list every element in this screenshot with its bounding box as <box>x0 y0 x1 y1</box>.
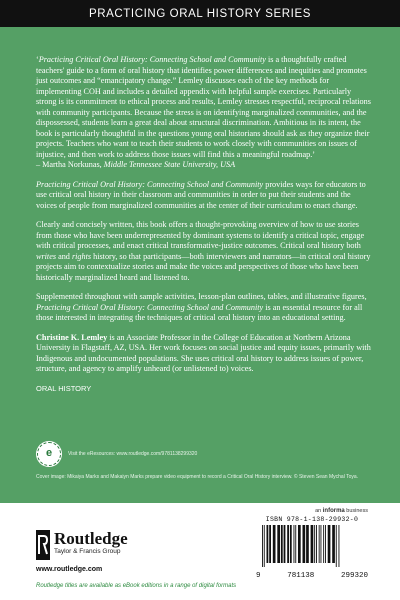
attribution-name: – Martha Norkunas, <box>36 160 104 169</box>
eresources-link-text[interactable]: Visit the eResources: www.routledge.com/9781138299320 <box>68 451 198 457</box>
series-title: PRACTICING ORAL HISTORY SERIES <box>88 7 312 20</box>
desc2-and: and <box>56 251 72 261</box>
routledge-logo <box>36 530 128 560</box>
eresources-badge-letter: e <box>45 447 53 459</box>
barcode-bar <box>303 525 306 563</box>
informa-suffix: business <box>344 508 368 514</box>
barcode-group-1: 781138 <box>287 572 315 580</box>
author-bio <box>36 333 371 375</box>
barcode-bar <box>262 525 263 567</box>
ebook-note: Routledge titles are available as eBook editions in a range of digital formats <box>36 583 237 589</box>
barcode-bar <box>290 525 292 563</box>
barcode-icon <box>254 523 370 567</box>
informa-prefix: an <box>315 508 323 514</box>
quote-body: is a thoughtfully crafted teachers' guide to a form of oral history that identifies power differences and inequities and promotes just outcomes and “emancipatory change.” Lemley discusses each of the key methods for implementing COH and includes a detailed appendix with helpful sample exercises. Particularly strong is its commitment to ethical process and results, Lemley stresses respectful, reciprocal relations with community participants. Because the stress is on identifying marginalized communities, and the dispossessed, students learn a great deal about structural discrimination. Ambitious in its intent, the book is particularly thoughtful in the questions young oral historians should ask as they organize their projects. Teachers who want to teach their students to work closely with communities on issues of injustice, and then work to address those issues will find this a meaningful roadmap.’ <box>36 55 371 159</box>
publisher-website[interactable]: www.routledge.com <box>36 566 103 573</box>
barcode-bar <box>325 525 326 563</box>
author-bio-text: is an Associate Professor in the College of Education at Northern Arizona University in Flagstaff, AZ, USA. Her work focuses on social justice and equity issues, primarily with Indigenous and undocumented populations. She uses critical oral history to address issues of power, structure, and agency to amplify unheard (or unlistened to) voices. <box>36 332 371 373</box>
barcode-bar <box>328 525 331 563</box>
description-paragraph-2 <box>36 220 371 283</box>
barcode-bar <box>267 525 269 563</box>
barcode-bar <box>332 525 335 563</box>
cover-image-credit: Cover image: Mikaiya Marks and Makaiyn Marks prepare video equipment to record a Critical Oral History interview. © Steven Sean Mychal Toya. <box>36 474 359 480</box>
barcode-bar <box>314 525 315 563</box>
description-paragraph-3 <box>36 292 371 324</box>
quote-book-title: Practicing Critical Oral History: Connecting School and Community <box>38 55 266 64</box>
barcode-bar <box>295 525 296 563</box>
barcode-bar <box>277 525 280 563</box>
barcode-bar <box>287 525 289 563</box>
isbn-barcode <box>254 516 370 582</box>
barcode-bar <box>281 525 283 563</box>
barcode-bar <box>306 525 309 563</box>
desc1-body: provides ways for educators to use critical oral history in their classroom and communities in order to put their students and the voices of people from marginalized communities at the center of their curriculum to enact change. <box>36 179 366 210</box>
subject-category: ORAL HISTORY <box>36 383 92 393</box>
publisher-group: Taylor & Francis Group <box>54 548 121 555</box>
barcode-lead-digit: 9 <box>256 572 261 580</box>
barcode-bar <box>311 525 314 563</box>
desc3-part2: is an essential resource for all those interested in integrating the techniques of critical oral history into an educational setting. <box>36 302 363 322</box>
quote-paragraph: ‘Practicing Critical Oral History: Connecting School and Community is a thoughtfully crafted teachers' guide to a form of oral history that identifies power differences and inequities and promotes just outcomes and “emancipatory change.” Lemley discusses each of the key methods for implementing COH and includes a detailed appendix with helpful sample exercises. Particularly strong is its commitment to ethical process and results, Lemley stresses respectful, reciprocal relations with community participants. Because the stress is on identifying marginalized communities, and the dispossessed, students learn a great deal about structural discrimination. Ambitious in its intent, the book is particularly thoughtful in the questions young oral historians should ask as they organize their projects. Teachers who want to teach their students to work closely with communities on issues of injustice, and then work to address those issues will find this a meaningful roadmap.’ <box>36 55 371 159</box>
desc2-rights: rights <box>71 251 92 261</box>
desc2-writes: writes <box>36 251 57 261</box>
barcode-bar <box>298 525 301 563</box>
barcode-bar <box>269 525 271 563</box>
barcode-bar <box>336 525 337 567</box>
back-cover-text <box>36 55 371 403</box>
barcode-bar <box>316 525 317 563</box>
eresources-row <box>36 440 197 468</box>
desc2-part2: history, so that participants—both interviewers and narrators—in critical oral history projects aim to contextualize stories and make the voices and perspectives of those who have been historically marginalized heard and listened to. <box>36 251 371 282</box>
desc1-book-title: Practicing Critical Oral History: Connecting School and Community <box>36 179 264 189</box>
desc3-book-title: Practicing Critical Oral History: Connecting School and Community <box>36 302 264 312</box>
barcode-bar <box>323 525 324 563</box>
eresources-badge-icon <box>36 441 62 467</box>
author-name: Christine K. Lemley <box>36 332 108 342</box>
informa-business-label <box>315 508 368 514</box>
desc2-part1: Clearly and concisely written, this book offers a thought-provoking overview of how to use stories from those who have been underrepresented by dominant systems to identify a critical topic, engage with critical processes, and enact critical transformative-justice outcomes. Critical oral history both <box>36 220 365 250</box>
attribution-affiliation: Middle Tennessee State University, USA <box>103 160 236 169</box>
barcode-bar <box>284 525 286 563</box>
series-header <box>0 0 400 27</box>
barcode-digits <box>254 572 370 580</box>
barcode-bar <box>273 525 276 563</box>
desc3-part1: Supplemented throughout with sample activities, lesson-plan outlines, tables, and illustrative figures, <box>36 292 367 301</box>
barcode-bar <box>339 525 340 567</box>
barcode-group-2: 299320 <box>340 572 368 580</box>
description-paragraph-1 <box>36 180 371 212</box>
informa-brand: informa <box>322 508 345 514</box>
quote-attribution <box>36 160 371 171</box>
barcode-bar <box>321 525 322 563</box>
barcode-bar <box>319 525 320 563</box>
routledge-emblem-icon <box>36 530 50 560</box>
barcode-bar <box>264 525 265 567</box>
publisher-name: Routledge <box>54 529 128 548</box>
barcode-bar <box>294 525 295 563</box>
isbn-label: ISBN 978-1-138-29932-0 <box>265 516 359 523</box>
